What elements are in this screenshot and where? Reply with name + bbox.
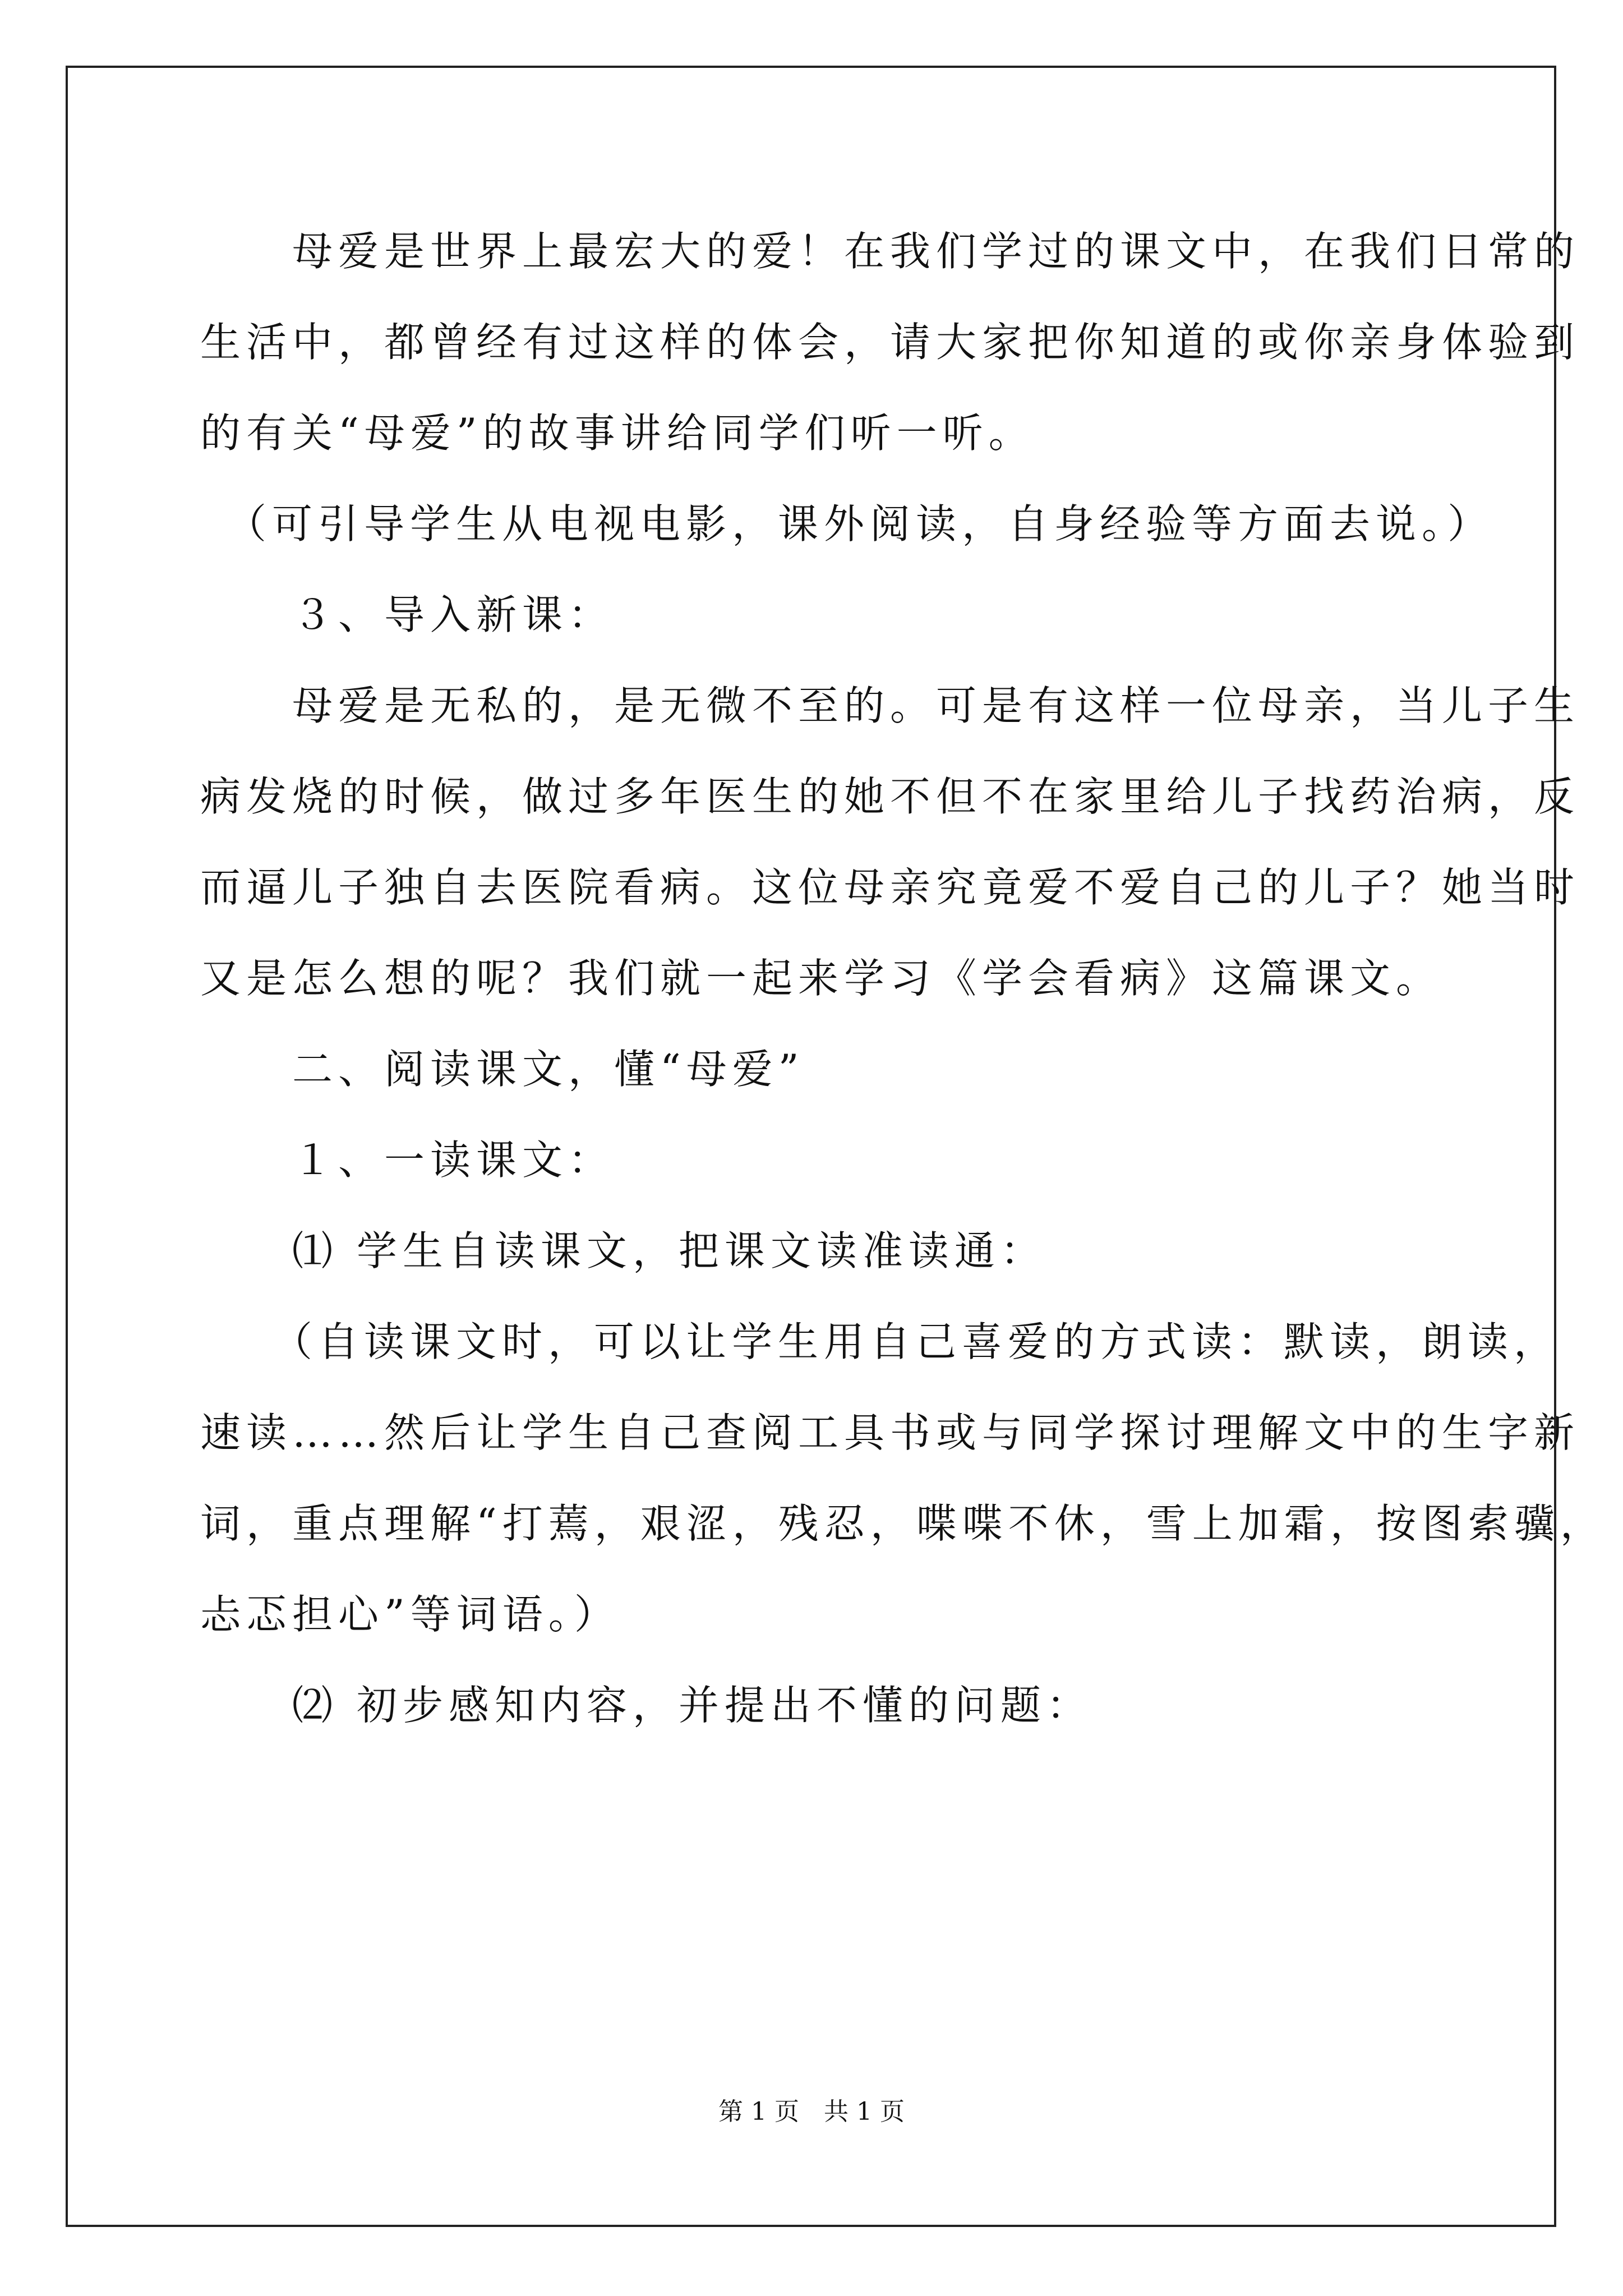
paragraph-line: ⑴ 学生自读课文，把课文读准读通： [200,1227,1046,1274]
paragraph-line: （可引导学生从电视电影，课外阅读，自身经验等方面去说。） [200,500,1494,547]
section-heading: ３、导入新课： [200,591,615,638]
paragraph-line: ⑵ 初步感知内容，并提出不懂的问题： [200,1682,1092,1729]
paragraph-line: 速读……然后让学生自己查阅工具书或与同学探讨理解文中的生字新 [200,1409,1580,1456]
section-heading: 二、阅读课文，懂“母爱” [200,1046,805,1093]
page-footer: 第 1 页 共 1 页 [718,2097,905,2126]
paragraph-line: 词，重点理解“打蔫，艰涩，残忍，喋喋不休，雪上加霜，按图索骥， [200,1500,1606,1547]
paragraph-line: 病发烧的时候，做过多年医生的她不但不在家里给儿子找药治病，反 [200,773,1580,820]
paragraph-line: 母爱是无私的，是无微不至的。可是有这样一位母亲，当儿子生 [200,682,1580,729]
paragraph-line: （自读课文时，可以让学生用自己喜爱的方式读：默读，朗读， [200,1318,1560,1365]
paragraph-line: 又是怎么想的呢？我们就一起来学习《学会看病》这篇课文。 [200,955,1442,1002]
paragraph-line: 的有关“母爱”的故事讲给同学们听一听。 [200,409,1035,457]
paragraph-line: 而逼儿子独自去医院看病。这位母亲究竟爱不爱自己的儿子？她当时 [200,864,1580,911]
paragraph-line: 母爱是世界上最宏大的爱！在我们学过的课文中，在我们日常的 [200,228,1580,275]
paragraph-line: 忐忑担心”等词语。） [200,1591,620,1638]
section-heading: １、一读课文： [200,1137,615,1184]
paragraph-line: 生活中，都曾经有过这样的体会，请大家把你知道的或你亲身体验到 [200,319,1580,366]
